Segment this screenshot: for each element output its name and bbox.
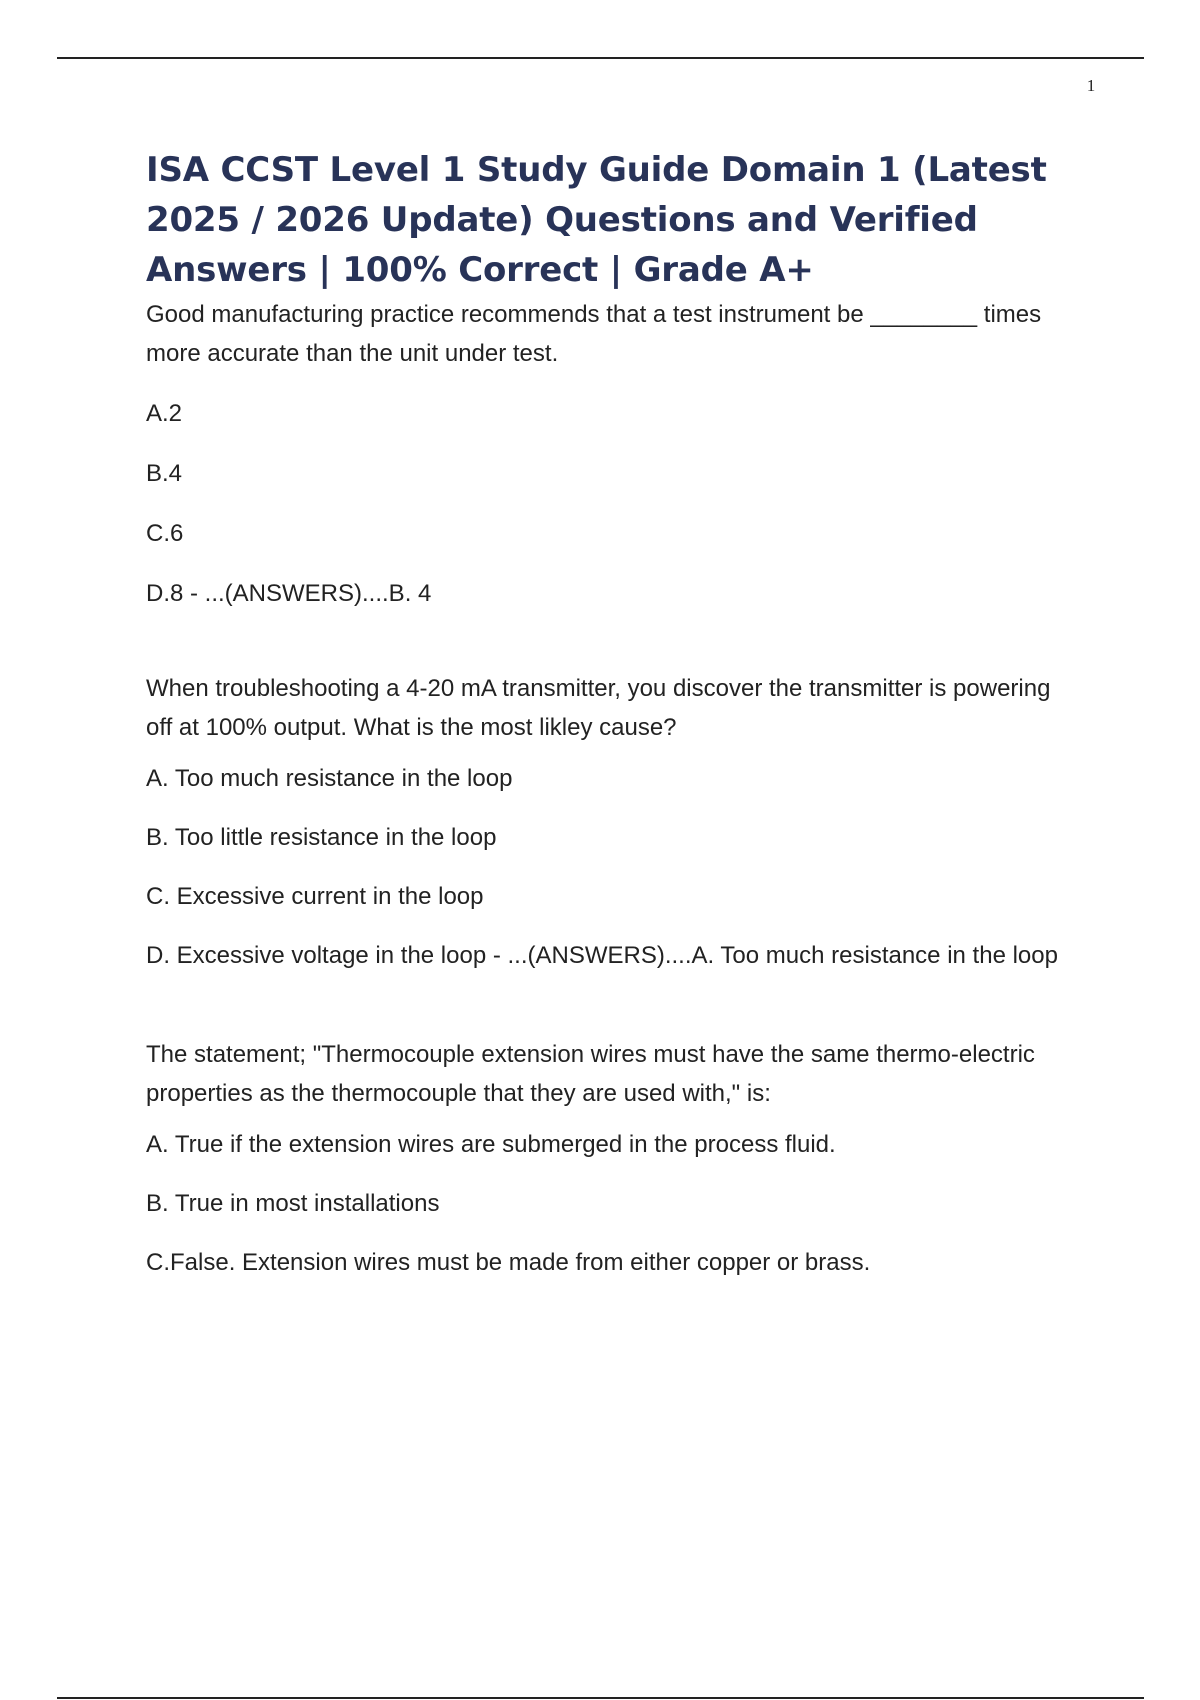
answer-option: A. True if the extension wires are submerged in the process fluid.	[146, 1131, 836, 1158]
answer-option: A. Too much resistance in the loop	[146, 765, 513, 792]
header-rule	[57, 57, 1144, 59]
question-text: Good manufacturing practice recommends that a test instrument be ________ times more accurate than the unit under test.	[146, 301, 1042, 367]
answer-option-with-answer: D.8 - ...(ANSWERS)....B. 4	[146, 580, 432, 607]
question-1	[146, 295, 1076, 613]
answer-option: B. Too little resistance in the loop	[146, 824, 497, 851]
document-title: ISA CCST Level 1 Study Guide Domain 1 (Latest 2025 / 2026 Update) Questions and Verified Answers | 100% Correct | Grade A+	[146, 150, 1047, 290]
answer-option-with-answer: D. Excessive voltage in the loop - ...(ANSWERS)....A. Too much resistance in the loop	[146, 942, 1058, 969]
answer-option: C. Excessive current in the loop	[146, 883, 484, 910]
answer-option: C.False. Extension wires must be made from either copper or brass.	[146, 1249, 871, 1276]
page-number: 1	[1086, 76, 1096, 95]
answer-option: B.4	[146, 460, 183, 487]
question-text: When troubleshooting a 4-20 mA transmitter, you discover the transmitter is powering off at 100% output. What is the most likley cause?	[146, 675, 1051, 741]
question-text: The statement; "Thermocouple extension wires must have the same thermo-electric properties as the thermocouple that they are used with," is:	[146, 1041, 1035, 1107]
answer-option: A.2	[146, 400, 183, 427]
answer-option: B. True in most installations	[146, 1190, 440, 1217]
question-3	[146, 1035, 1076, 1282]
footer-rule	[57, 1697, 1144, 1699]
document-body	[146, 145, 1076, 1302]
answer-option: C.6	[146, 520, 184, 547]
question-2	[146, 669, 1076, 975]
